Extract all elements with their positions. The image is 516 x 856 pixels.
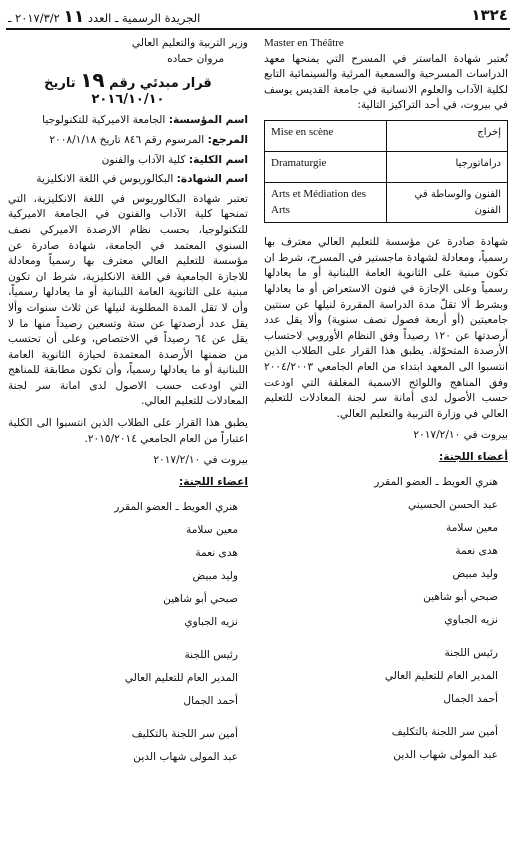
issue-date: ٢٠١٧/٣/٢ ـ bbox=[8, 11, 60, 25]
faculty-key: اسم الكلية: bbox=[188, 153, 248, 166]
signature-director-name: أحمد الجمال bbox=[443, 693, 498, 706]
left-column bbox=[8, 36, 248, 769]
table-row bbox=[265, 120, 508, 151]
committee-member: صبحي أبو شاهين bbox=[423, 591, 498, 604]
institution-key: اسم المؤسسة: bbox=[168, 114, 248, 127]
table-cell-ar: إخراج bbox=[386, 120, 508, 151]
committee-title: أعضاء اللجنة: bbox=[439, 450, 508, 463]
master-title: Master en Théâtre bbox=[264, 37, 344, 49]
signature-secretary: أمين سر اللجنة بالتكليف bbox=[131, 728, 238, 741]
gazette-title: الجريدة الرسمية ـ العدد bbox=[87, 11, 201, 25]
table-row bbox=[265, 182, 508, 222]
committee-member: صبحي أبو شاهين bbox=[163, 593, 238, 606]
reference-value: المرسوم رقم ٨٤٦ تاريخ ٢٠٠٨/١/١٨ bbox=[49, 133, 205, 146]
issue-number: ١١ bbox=[63, 7, 85, 27]
signature-director-name: أحمد الجمال bbox=[183, 695, 238, 708]
table-cell-ar: الفنون والوساطة في الفنون bbox=[386, 182, 508, 222]
signature-chair: رئيس اللجنة bbox=[444, 647, 498, 660]
degree-row bbox=[8, 172, 248, 188]
date-line: بيروت في ٢٠١٧/٢/١٠ bbox=[153, 454, 248, 467]
committee-member: وليد مبيض bbox=[452, 568, 498, 581]
gazette-header bbox=[8, 7, 200, 27]
institution-value: الجامعة الاميركية للتكنولوجيا bbox=[42, 114, 166, 127]
reference-row bbox=[8, 133, 248, 149]
master-body: شهادة صادرة عن مؤسسة للتعليم العالي معترف بها رسمياً، ومعادلة لشهادة ماجستير في المسرح، شرط ان تكون مبنية على الثانوية العامة اللبنانية أو ما يعادلها رسمياً وعلى الإجازة في فنون الاستعراض أو ما يعادلها وبشرط ألا تقلّ مدة الدراسة المقررة لنيلها عن سنتين جامعيتين (أو أربعة فصول نصف سنوية) وألا يقل عدد أرصدتها عن ١٢٠ رصيداً وفق النظام الأوروبي لاحتساب الأرصدة المتحوّلة. يطبق هذا القرار على الطلاب الذين انتسبوا الى المعهد ابتداء من العام الجامعي ٢٠٠٤/٢٠٠٣ وفق المناهج واللوائح الاسمية المغلقة التي اودعت حسب الأصول لدى أمانة سر لجنة المعادلات للتعليم العالي في وزارة التربية والتعليم العالي. bbox=[264, 236, 509, 420]
committee-member: معين سلامة bbox=[446, 522, 498, 535]
decision-heading bbox=[8, 68, 248, 107]
committee-member: هدى نعمة bbox=[455, 545, 498, 558]
decision-number: ١٩ bbox=[80, 68, 105, 93]
table-row bbox=[265, 151, 508, 182]
table-cell-en: Arts et Médiation des Arts bbox=[265, 182, 387, 222]
decision-date: تاريخ ٢٠١٦/١٠/١٠ bbox=[44, 76, 165, 107]
minister-title: وزير التربية والتعليم العالي bbox=[131, 37, 248, 49]
committee-title: اعضاء اللجنة: bbox=[179, 475, 248, 488]
concentrations-table bbox=[264, 120, 508, 223]
signature-secretary: أمين سر اللجنة بالتكليف bbox=[391, 726, 498, 739]
table-cell-ar: دراماتورجيا bbox=[386, 151, 508, 182]
right-column bbox=[264, 36, 508, 767]
institution-row bbox=[8, 113, 248, 129]
decision-apply: يطبق هذا القرار على الطلاب الذين انتسبوا الى الكلية اعتباراً من العام الجامعي ٢٠١٥/٢٠١٤. bbox=[8, 417, 248, 445]
degree-key: اسم الشهادة: bbox=[176, 173, 248, 186]
signature-chair: رئيس اللجنة bbox=[184, 649, 238, 662]
master-intro: تُعتبر شهادة الماستر في المسرح التي يمنحها معهد الدراسات المسرحية والسمعية المرئية والسينمائية التابع لكلية الآداب والعلوم الانسانية في جامعة القديس يوسف في بيروت، في أحد التراكيز التالية: bbox=[264, 52, 508, 112]
signature-director: المدير العام للتعليم العالي bbox=[384, 670, 498, 683]
signature-secretary-name: عبد المولى شهاب الدين bbox=[133, 751, 238, 764]
committee-member: معين سلامة bbox=[186, 524, 238, 537]
page-number: ١٣٢٤ bbox=[471, 6, 508, 24]
signature-secretary-name: عبد المولى شهاب الدين bbox=[393, 749, 498, 762]
faculty-value: كلية الآداب والفنون bbox=[101, 153, 186, 166]
table-cell-en: Mise en scène bbox=[265, 120, 387, 151]
committee-member: وليد مبيض bbox=[192, 570, 238, 583]
committee-member: هنري العويط ـ العضو المقرر bbox=[114, 501, 238, 514]
committee-member: هدى نعمة bbox=[195, 547, 238, 560]
committee-member: نزيه الجباوي bbox=[444, 614, 498, 627]
reference-key: المرجع: bbox=[207, 133, 248, 146]
signature-director: المدير العام للتعليم العالي bbox=[124, 672, 238, 685]
minister-name: مروان حماده bbox=[167, 52, 224, 65]
committee-member: نزيه الجباوي bbox=[184, 616, 238, 629]
committee-member: هنري العويط ـ العضو المقرر bbox=[374, 476, 498, 489]
header-rule bbox=[6, 28, 510, 30]
committee-member: عبد الحسن الحسيني bbox=[407, 499, 498, 512]
faculty-row bbox=[8, 153, 248, 169]
date-line: بيروت في ٢٠١٧/٢/١٠ bbox=[413, 429, 508, 442]
decision-body: تعتبر شهادة البكالوريوس في اللغة الانكليزية، التي تمنحها كلية الآداب والفنون في الجامعة الاميركية للتكنولوجيا، بحسب نظام الارصدة الاميركي نصف السنوي المعتمد في الجامعة، شهادة صادرة عن مؤسسة للتعليم العالي معترف بها رسمياً ومعادلة للاجازة الجامعية في اللغة الانكليزية، شرط ان تكون مبنية على الثانوية العامة اللبنانية أو ما يعادلها رسمياً، وأن لا تقل المدة المطلوبة لنيلها عن ثلاث سنوات وألا يقل عدد أرصدتها عن ستة وتسعين رصيداً منها ما لا يقل عن ٦٤ رصيداً في الاختصاص، وعلى أن تحتسب من ضمنها الأرصدة المعتمدة لحيازة الثانوية العامة اللبنانية أو ما يعادلها رسمياً، وأن تكون مطابقة للمناهج التي اودعت حسب الاصول لدى امانة سر لجنة المعادلات للتعليم العالي. bbox=[8, 192, 248, 408]
decision-prefix: قرار مبدئي رقم bbox=[109, 76, 212, 92]
table-cell-en: Dramaturgie bbox=[265, 151, 387, 182]
degree-value: البكالوريوس في اللغة الانكليزية bbox=[36, 173, 174, 186]
